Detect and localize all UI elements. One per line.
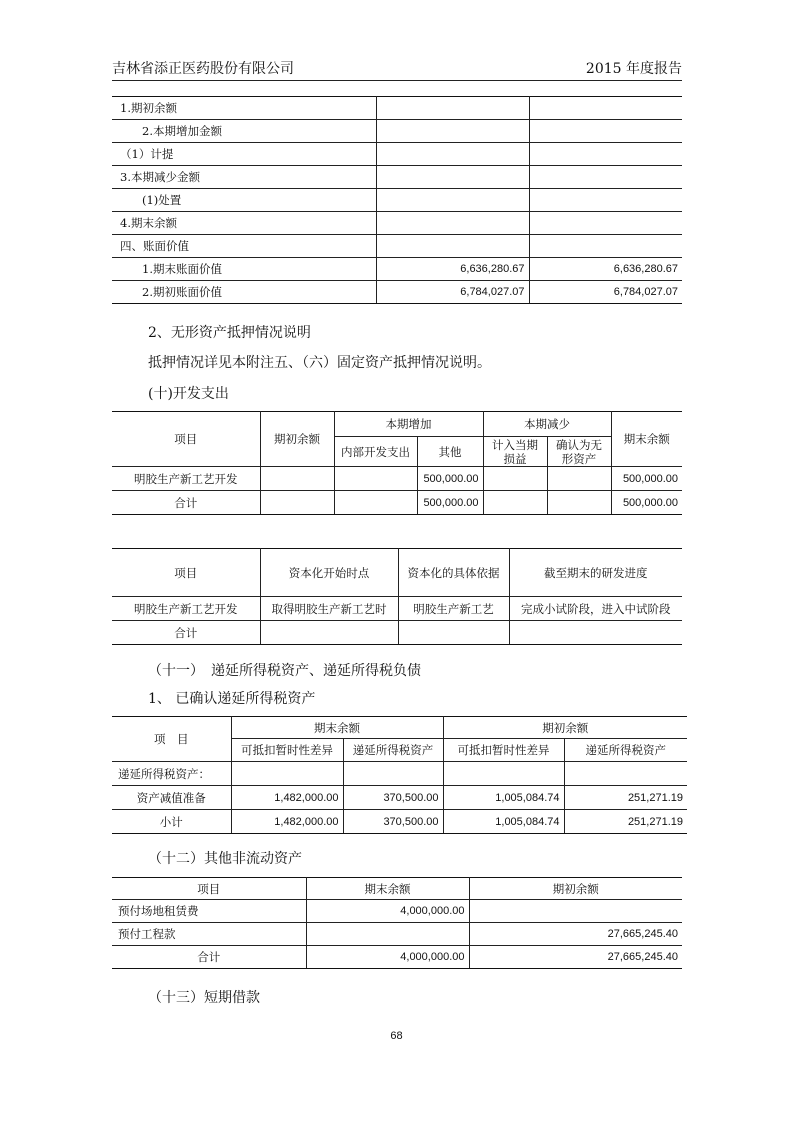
row-label: 明胶生产新工艺开发: [112, 597, 260, 621]
cell-value: 370,500.00: [343, 786, 443, 810]
page-header: [112, 58, 682, 80]
cell-value: 4,000,000.00: [306, 900, 469, 923]
company-name: 吉林省添正医药股份有限公司: [112, 61, 294, 77]
table-row: [112, 621, 682, 645]
cell-value: [376, 212, 529, 235]
row-label: 合计: [112, 491, 260, 515]
header-sub: 可抵扣暂时性差异: [443, 739, 564, 762]
page-number: 68: [390, 1030, 403, 1042]
paragraph: 抵押情况详见本附注五、（六）固定资产抵押情况说明。: [148, 355, 491, 371]
report-title: 2015 年度报告: [585, 61, 682, 77]
header-sub: 递延所得税资产: [564, 739, 687, 762]
cell-value: [376, 97, 529, 120]
section-heading: （十一） 递延所得税资产、递延所得税负债: [148, 663, 421, 679]
cell-value: 1,482,000.00: [231, 786, 343, 810]
table-row: [112, 235, 682, 258]
row-label: (1)处置: [112, 189, 376, 212]
table-row: [112, 212, 682, 235]
table-row: [112, 786, 687, 810]
cell-value: [334, 491, 417, 515]
table-row: [112, 762, 687, 786]
intangible-assets-table: [112, 96, 682, 304]
table-row: [112, 120, 682, 143]
cell-value: [376, 189, 529, 212]
cell-value: 251,271.19: [564, 786, 687, 810]
cell-value: 取得明胶生产新工艺时: [260, 597, 398, 621]
cell-value: [483, 491, 547, 515]
cell-value: [398, 621, 509, 645]
header-other: 其他: [417, 437, 483, 467]
table-row: [112, 946, 682, 969]
cell-value: 完成小试阶段，进入中试阶段: [509, 597, 682, 621]
cell-value: 27,665,245.40: [469, 923, 682, 946]
development-expenditure-table: [112, 411, 682, 515]
cell-value: 6,636,280.67: [529, 258, 682, 281]
section-heading: 2、无形资产抵押情况说明: [148, 325, 311, 341]
cell-value: [306, 923, 469, 946]
cell-value: [376, 143, 529, 166]
header-rule: [112, 80, 682, 81]
table-row: [112, 900, 682, 923]
cell-value: [529, 189, 682, 212]
cell-value: [529, 212, 682, 235]
cell-value: 370,500.00: [343, 810, 443, 834]
cell-value: [376, 120, 529, 143]
header-ending: 期末余额: [611, 412, 682, 467]
header-start: 资本化开始时点: [260, 549, 398, 597]
header-progress: 截至期末的研发进度: [509, 549, 682, 597]
header-sub: 递延所得税资产: [343, 739, 443, 762]
table-row: [112, 97, 682, 120]
table-row: [112, 166, 682, 189]
header-intangible: 确认为无形资产: [547, 437, 611, 467]
cell-value: 500,000.00: [417, 491, 483, 515]
table-row: [112, 597, 682, 621]
row-label: 明胶生产新工艺开发: [112, 467, 260, 491]
cell-value: 6,636,280.67: [376, 258, 529, 281]
row-label: 2.期初账面价值: [112, 281, 376, 304]
cell-value: 500,000.00: [417, 467, 483, 491]
table-row: [112, 258, 682, 281]
row-label: 1.期末账面价值: [112, 258, 376, 281]
header-ending: 期末余额: [231, 717, 443, 739]
row-label: 资产减值准备: [112, 786, 231, 810]
header-item: 项目: [112, 412, 260, 467]
cell-value: [529, 97, 682, 120]
cell-value: [529, 120, 682, 143]
header-item: 项目: [112, 878, 306, 900]
deferred-tax-table: [112, 716, 687, 834]
cell-value: 500,000.00: [611, 491, 682, 515]
table-row: [112, 189, 682, 212]
cell-value: [547, 467, 611, 491]
section-heading: (十)开发支出: [148, 386, 229, 402]
section-heading: （十二）其他非流动资产: [148, 851, 302, 867]
row-label: 合计: [112, 621, 260, 645]
table-row: [112, 281, 682, 304]
cell-value: 500,000.00: [611, 467, 682, 491]
header-item: 项 目: [112, 717, 231, 762]
capitalization-table: [112, 548, 682, 645]
row-label: 合计: [112, 946, 306, 969]
header-decrease: 本期减少: [483, 412, 611, 437]
row-label: 2.本期增加金额: [112, 120, 376, 143]
row-label: 3.本期减少金额: [112, 166, 376, 189]
cell-value: [443, 762, 564, 786]
cell-value: [343, 762, 443, 786]
cell-value: 明胶生产新工艺: [398, 597, 509, 621]
cell-value: [260, 467, 334, 491]
cell-value: [483, 467, 547, 491]
header-opening: 期初余额: [443, 717, 687, 739]
cell-value: 1,005,084.74: [443, 810, 564, 834]
header-item: 项目: [112, 549, 260, 597]
cell-value: [231, 762, 343, 786]
row-label: 递延所得税资产：: [112, 762, 231, 786]
other-noncurrent-assets-table: [112, 877, 682, 969]
header-increase: 本期增加: [334, 412, 483, 437]
cell-value: 6,784,027.07: [529, 281, 682, 304]
cell-value: 1,005,084.74: [443, 786, 564, 810]
row-label: （1）计提: [112, 143, 376, 166]
section-heading: 1、 已确认递延所得税资产: [148, 691, 316, 707]
row-label: 四、账面价值: [112, 235, 376, 258]
cell-value: 4,000,000.00: [306, 946, 469, 969]
cell-value: 1,482,000.00: [231, 810, 343, 834]
table-row: [112, 491, 682, 515]
table-row: [112, 810, 687, 834]
header-opening: 期初余额: [469, 878, 682, 900]
cell-value: [376, 166, 529, 189]
row-label: 1.期初余额: [112, 97, 376, 120]
header-sub: 可抵扣暂时性差异: [231, 739, 343, 762]
header-opening: 期初余额: [260, 412, 334, 467]
row-label: 预付工程款: [112, 923, 306, 946]
table-row: [112, 143, 682, 166]
row-label: 预付场地租赁费: [112, 900, 306, 923]
cell-value: [529, 166, 682, 189]
cell-value: [564, 762, 687, 786]
section-heading: （十三）短期借款: [148, 990, 260, 1006]
cell-value: [509, 621, 682, 645]
cell-value: 6,784,027.07: [376, 281, 529, 304]
table-row: [112, 923, 682, 946]
cell-value: 251,271.19: [564, 810, 687, 834]
cell-value: [260, 621, 398, 645]
header-ending: 期末余额: [306, 878, 469, 900]
header-internal: 内部开发支出: [334, 437, 417, 467]
row-label: 4.期末余额: [112, 212, 376, 235]
cell-value: [260, 491, 334, 515]
cell-value: [529, 143, 682, 166]
header-profit-loss: 计入当期损益: [483, 437, 547, 467]
cell-value: [547, 491, 611, 515]
cell-value: [529, 235, 682, 258]
header-basis: 资本化的具体依据: [398, 549, 509, 597]
cell-value: 27,665,245.40: [469, 946, 682, 969]
row-label: 小计: [112, 810, 231, 834]
table-row: [112, 467, 682, 491]
cell-value: [469, 900, 682, 923]
cell-value: [376, 235, 529, 258]
cell-value: [334, 467, 417, 491]
